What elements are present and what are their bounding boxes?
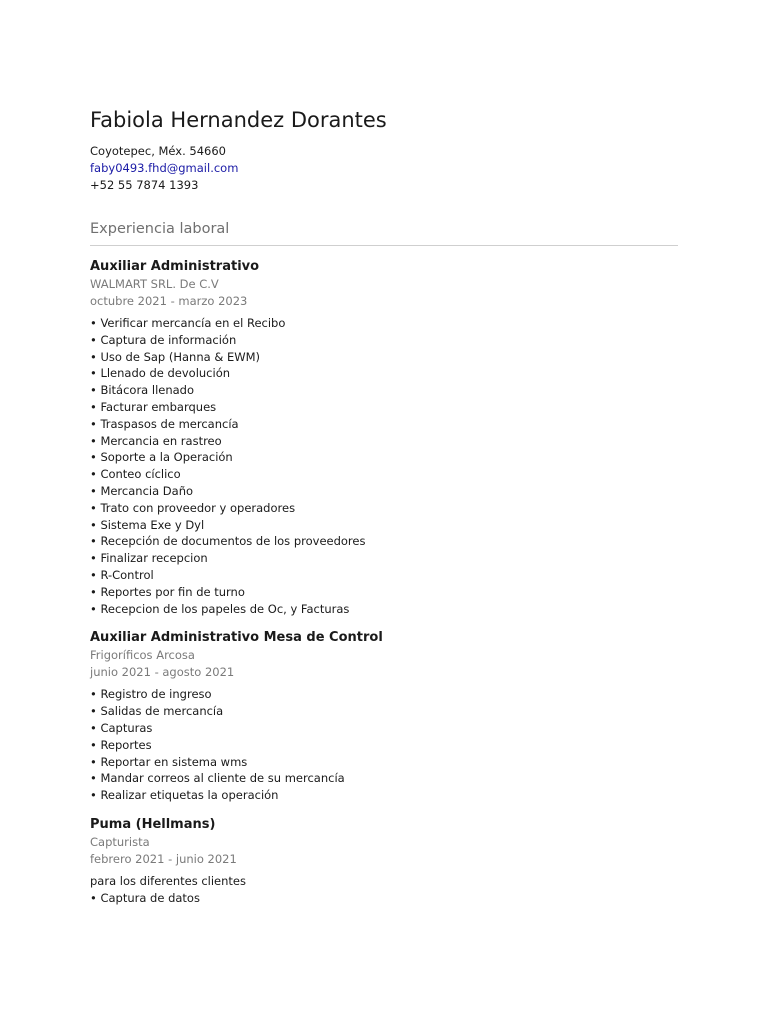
job-dates: junio 2021 - agosto 2021 bbox=[90, 665, 235, 680]
duty-item: • Soporte a la Operación bbox=[90, 450, 233, 465]
duty-list bbox=[90, 873, 678, 907]
duty-item: • Registro de ingreso bbox=[90, 687, 212, 702]
job-company: Frigoríficos Arcosa bbox=[90, 648, 195, 663]
duty-item: • Trato con proveedor y operadores bbox=[90, 500, 296, 515]
job-company: Capturista bbox=[90, 834, 150, 849]
duty-item: • Finalizar recepcion bbox=[90, 551, 208, 566]
job-title: Auxiliar Administrativo bbox=[90, 259, 260, 274]
duty-item: • Reportes bbox=[90, 737, 152, 752]
duty-item: para los diferentes clientes bbox=[90, 873, 246, 888]
duty-item: • Verificar mercancía en el Recibo bbox=[90, 316, 286, 330]
duty-item: • Mandar correos al cliente de su mercancía bbox=[90, 771, 345, 786]
duty-item: • Recepcion de los papeles de Oc, y Facturas bbox=[90, 601, 350, 616]
duty-list bbox=[90, 686, 678, 804]
job-dates: octubre 2021 - marzo 2023 bbox=[90, 294, 248, 308]
resume-page bbox=[90, 106, 678, 907]
job-title: Puma (Hellmans) bbox=[90, 816, 216, 832]
job-dates: febrero 2021 - junio 2021 bbox=[90, 851, 237, 866]
section-title-experience: Experiencia laboral bbox=[90, 219, 678, 246]
duty-item: • Captura de datos bbox=[90, 890, 200, 905]
duty-item: • Mercancia en rastreo bbox=[90, 433, 222, 448]
duty-item: • Mercancia Daño bbox=[90, 483, 194, 498]
duty-item: • Reportes por fin de turno bbox=[90, 584, 245, 599]
duty-list bbox=[90, 315, 678, 617]
duty-item: • Sistema Exe y Dyl bbox=[90, 517, 205, 532]
job-entry bbox=[90, 258, 678, 617]
duty-item: • R-Control bbox=[90, 567, 154, 582]
phone-text: +52 55 7874 1393 bbox=[90, 178, 199, 192]
duty-item: • Conteo cíclico bbox=[90, 467, 181, 482]
duty-item: • Recepción de documentos de los proveedores bbox=[90, 534, 366, 549]
duty-item: • Captura de información bbox=[90, 332, 237, 347]
duty-item: • Reportar en sistema wms bbox=[90, 754, 248, 769]
email-link[interactable]: faby0493.fhd@gmail.com bbox=[90, 161, 239, 175]
job-entry bbox=[90, 629, 678, 804]
candidate-name: Fabiola Hernandez Dorantes bbox=[90, 108, 387, 132]
duty-item: • Llenado de devolución bbox=[90, 366, 231, 381]
duty-item: • Traspasos de mercancía bbox=[90, 416, 239, 431]
job-title: Auxiliar Administrativo Mesa de Control bbox=[90, 630, 383, 646]
duty-item: • Uso de Sap (Hanna & EWM) bbox=[90, 349, 261, 364]
job-company: WALMART SRL. De C.V bbox=[90, 277, 219, 291]
duty-item: • Realizar etiquetas la operación bbox=[90, 788, 279, 803]
duty-item: • Facturar embarques bbox=[90, 399, 217, 414]
job-entry bbox=[90, 816, 678, 907]
duty-item: • Bitácora llenado bbox=[90, 383, 195, 398]
duty-item: • Salidas de mercancía bbox=[90, 704, 224, 719]
duty-item: • Capturas bbox=[90, 720, 153, 735]
location-text: Coyotepec, Méx. 54660 bbox=[90, 144, 226, 158]
